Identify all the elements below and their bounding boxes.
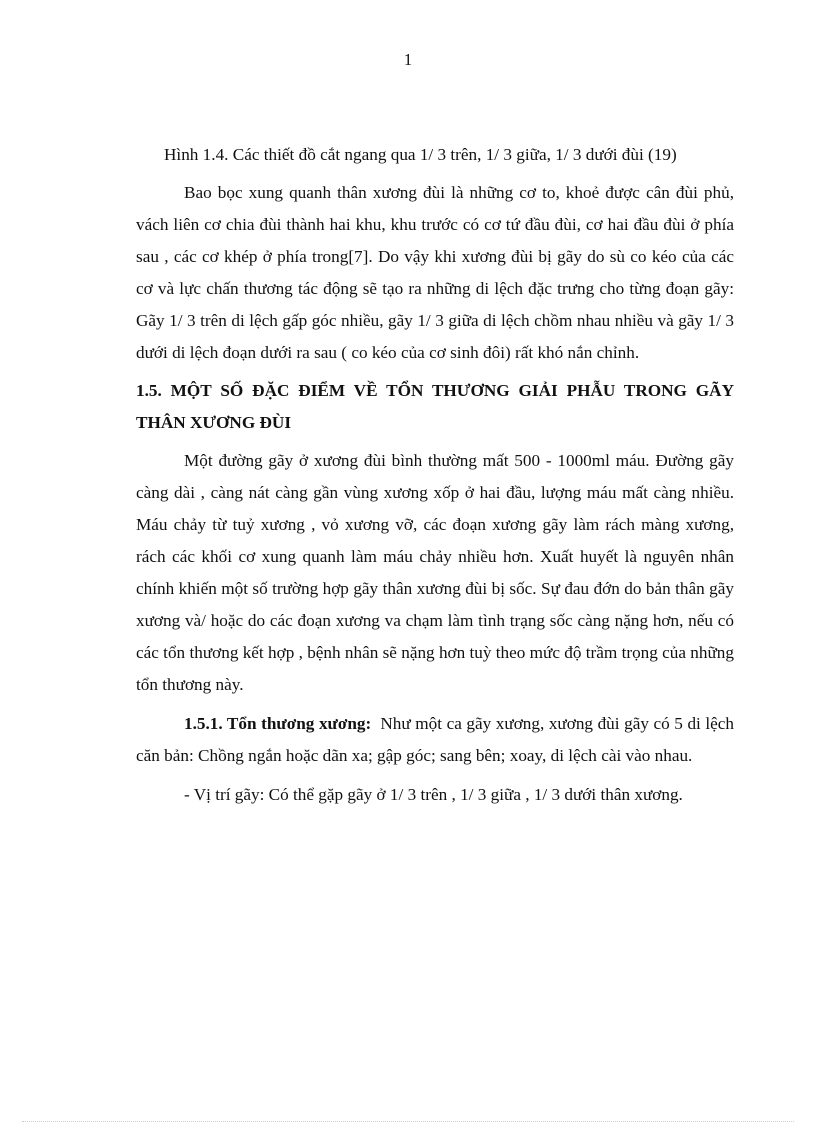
body-text: [136, 139, 734, 811]
paragraph-fracture-location: - Vị trí gãy: Có thể gặp gãy ở 1/ 3 trên , 1/ 3 giữa , 1/ 3 dưới thân xương.: [184, 785, 683, 804]
page-bottom-divider: [22, 1121, 794, 1122]
subsection-heading-1-5-1: 1.5.1. Tổn thương xương:: [184, 714, 372, 733]
page-number: 1: [403, 50, 413, 69]
paragraph-bone-injury-text: Như một ca gãy xương, xương đùi gãy có 5 di lệch căn bản: Chồng ngắn hoặc dãn xa; gập góc; sang bên; xoay, di lệch cài vào nhau.: [136, 714, 735, 765]
paragraph-bone-injury: [136, 708, 734, 772]
section-heading-1-5: 1.5. MỘT SỐ ĐẶC ĐIỂM VỀ TỔN THƯƠNG GIẢI PHẪU TRONG GÃY THÂN XƯƠNG ĐÙI: [136, 381, 734, 432]
figure-caption: Hình 1.4. Các thiết đồ cắt ngang qua 1/ 3 trên, 1/ 3 giữa, 1/ 3 dưới đùi (19): [164, 145, 677, 164]
paragraph-blood-loss: Một đường gãy ở xương đùi bình thường mất 500 - 1000ml máu. Đường gãy càng dài , càng nát càng gần vùng xương xốp ở hai đầu, lượng máu mất càng nhiều. Máu chảy từ tuỷ xương , vỏ xương vỡ, các đoạn xương gãy làm rách màng xương, rách các khối cơ xung quanh làm máu chảy nhiều hơn. Xuất huyết là nguyên nhân chính khiến một số trường hợp gãy thân xương đùi bị sốc. Sự đau đớn do bản thân gãy xương và/ hoặc do các đoạn xương va chạm làm tình trạng sốc càng nặng hơn, nếu có các tổn thương kết hợp , bệnh nhân sẽ nặng hơn tuỳ theo mức độ trầm trọng của những tổn thương này.: [136, 451, 734, 694]
paragraph-muscle-anatomy: Bao bọc xung quanh thân xương đùi là những cơ to, khoẻ được cân đùi phủ, vách liên cơ chia đùi thành hai khu, khu trước có cơ tứ đầu đùi, cơ hai đầu đùi ở phía sau , các cơ khép ở phía trong[7]. Do vậy khi xương đùi bị gãy do sù co kéo của các cơ và lực chấn thương tác động sẽ tạo ra những di lệch đặc trưng cho từng đoạn gãy: Gãy 1/ 3 trên di lệch gấp góc nhiều, gãy 1/ 3 giữa di lệch chồm nhau nhiều và gãy 1/ 3 dưới di lệch đoạn dưới ra sau ( co kéo của cơ sinh đôi) rất khó nắn chỉnh.: [136, 183, 734, 362]
